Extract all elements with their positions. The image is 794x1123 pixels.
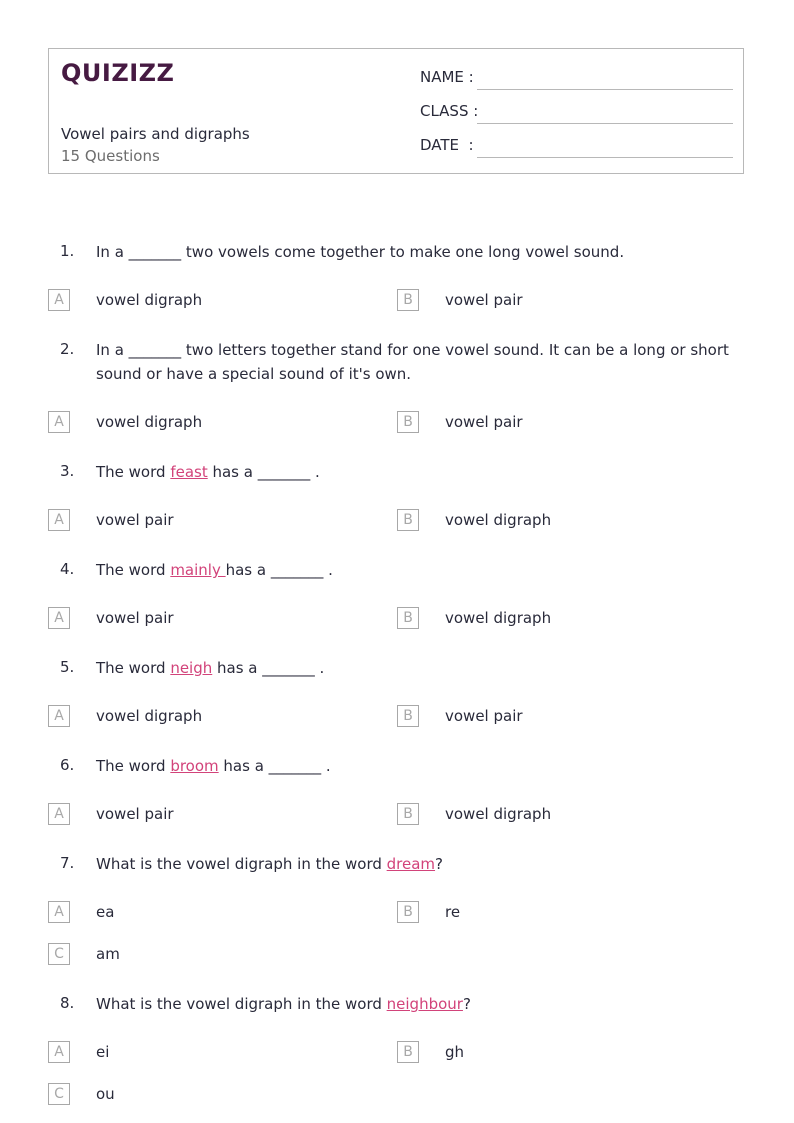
class-field[interactable]	[477, 123, 733, 124]
option-b-box[interactable]: B	[397, 901, 419, 923]
option-c-text: am	[96, 945, 120, 963]
highlighted-word: neighbour	[386, 995, 463, 1013]
option-a-box[interactable]: A	[48, 509, 70, 531]
option-b-box[interactable]: B	[397, 705, 419, 727]
question-text	[96, 992, 736, 1016]
question-text	[96, 754, 736, 778]
option-b-text: vowel digraph	[445, 805, 552, 823]
question-number: 3.	[60, 462, 75, 480]
option-b-text: vowel pair	[445, 291, 523, 309]
option-a-text: vowel digraph	[96, 413, 203, 431]
question-text-part: ?	[462, 995, 471, 1013]
name-label: NAME :	[420, 68, 474, 86]
highlighted-word: broom	[170, 757, 219, 775]
highlighted-word: dream	[386, 855, 436, 873]
question-text-part: The word	[96, 561, 171, 579]
question-text-part: What is the vowel digraph in the word	[96, 995, 387, 1013]
option-a-text: vowel pair	[96, 609, 174, 627]
question-text-part: In a _______ two letters together stand for one vowel sound. It can be a long or short sound or have a special sound of it's own.	[96, 341, 729, 383]
option-b-text: vowel digraph	[445, 511, 552, 529]
option-c-text: ou	[96, 1085, 115, 1103]
option-b-text: vowel digraph	[445, 609, 552, 627]
question-number: 2.	[60, 340, 75, 358]
question-number: 8.	[60, 994, 75, 1012]
highlighted-word: feast	[170, 463, 208, 481]
question-text	[96, 656, 736, 680]
question-number: 5.	[60, 658, 75, 676]
option-b-box[interactable]: B	[397, 607, 419, 629]
date-label: DATE :	[420, 136, 474, 154]
question-number: 1.	[60, 242, 75, 260]
option-b-box[interactable]: B	[397, 411, 419, 433]
option-a-box[interactable]: A	[48, 289, 70, 311]
quizizz-logo: QUIZIZZ	[61, 59, 175, 87]
option-a-box[interactable]: A	[48, 901, 70, 923]
option-b-text: vowel pair	[445, 707, 523, 725]
question-number: 7.	[60, 854, 75, 872]
question-text-part: The word	[96, 463, 171, 481]
question-number: 6.	[60, 756, 75, 774]
option-b-box[interactable]: B	[397, 509, 419, 531]
highlighted-word: mainly	[170, 561, 226, 579]
date-field[interactable]	[477, 157, 733, 158]
option-a-text: vowel pair	[96, 511, 174, 529]
option-a-box[interactable]: A	[48, 607, 70, 629]
question-text-part: The word	[96, 757, 171, 775]
question-text-part: has a _______ .	[225, 561, 333, 579]
option-b-box[interactable]: B	[397, 289, 419, 311]
option-c-box[interactable]: C	[48, 1083, 70, 1105]
worksheet-header	[48, 48, 744, 174]
question-text	[96, 338, 736, 386]
option-a-text: ei	[96, 1043, 110, 1061]
option-c-box[interactable]: C	[48, 943, 70, 965]
highlighted-word: neigh	[170, 659, 213, 677]
question-text-part: has a _______ .	[218, 757, 331, 775]
option-a-text: ea	[96, 903, 115, 921]
class-label: CLASS :	[420, 102, 479, 120]
option-a-box[interactable]: A	[48, 1041, 70, 1063]
question-text	[96, 852, 736, 876]
option-b-box[interactable]: B	[397, 1041, 419, 1063]
option-a-text: vowel pair	[96, 805, 174, 823]
question-count: 15 Questions	[61, 147, 160, 165]
name-field[interactable]	[477, 89, 733, 90]
option-a-box[interactable]: A	[48, 705, 70, 727]
option-b-text: gh	[445, 1043, 465, 1061]
option-a-text: vowel digraph	[96, 707, 203, 725]
question-text	[96, 558, 736, 582]
option-a-box[interactable]: A	[48, 411, 70, 433]
option-b-text: vowel pair	[445, 413, 523, 431]
question-text-part: has a _______ .	[212, 659, 325, 677]
question-text-part: has a _______ .	[207, 463, 320, 481]
question-text-part: In a _______ two vowels come together to make one long vowel sound.	[96, 243, 625, 261]
worksheet-title: Vowel pairs and digraphs	[61, 125, 250, 143]
question-number: 4.	[60, 560, 75, 578]
question-text	[96, 240, 736, 264]
question-text-part: The word	[96, 659, 171, 677]
option-a-box[interactable]: A	[48, 803, 70, 825]
option-b-box[interactable]: B	[397, 803, 419, 825]
option-b-text: re	[445, 903, 461, 921]
question-text-part: ?	[435, 855, 444, 873]
option-a-text: vowel digraph	[96, 291, 203, 309]
question-text-part: What is the vowel digraph in the word	[96, 855, 387, 873]
question-text	[96, 460, 736, 484]
